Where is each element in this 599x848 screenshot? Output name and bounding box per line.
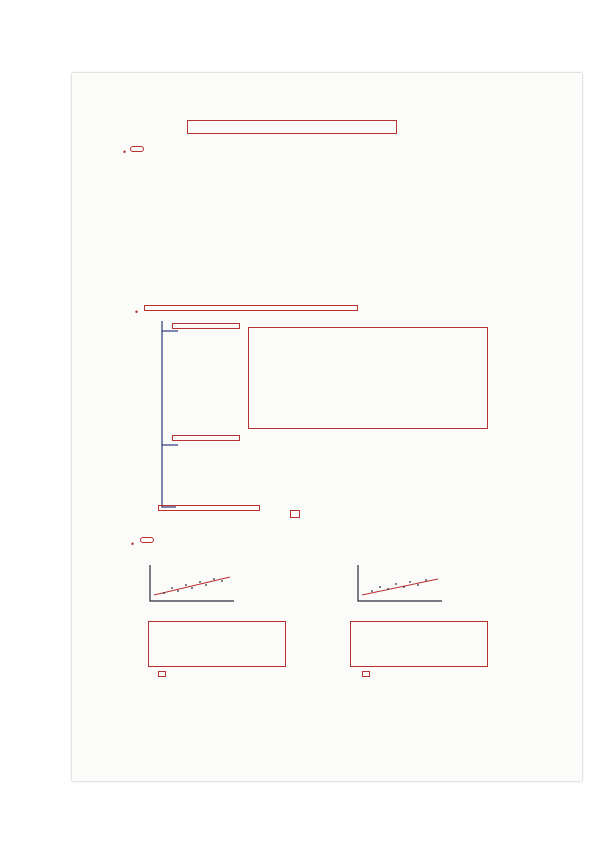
mean-box [172, 435, 240, 441]
regression-plot-left [142, 557, 242, 617]
topic-title [187, 120, 397, 134]
beta1-prime-formula [362, 671, 370, 677]
bullet-icon: • [130, 540, 136, 550]
moments-heading [144, 305, 358, 311]
regression-eq-box-left [148, 621, 286, 667]
regression-eq-box-right [350, 621, 488, 667]
origin-moments-box [248, 327, 488, 429]
correlation-box [158, 505, 260, 511]
correlation-formula [290, 510, 300, 518]
notes-page [72, 73, 582, 781]
beta1-formula [158, 671, 166, 677]
bullet-icon: • [134, 308, 140, 318]
moments-bracket [156, 321, 186, 509]
origin-box [172, 323, 240, 329]
bullet-icon: • [122, 148, 128, 158]
regression-plot-right [350, 557, 450, 617]
regression-heading [140, 537, 154, 543]
distribution-heading [130, 146, 144, 152]
